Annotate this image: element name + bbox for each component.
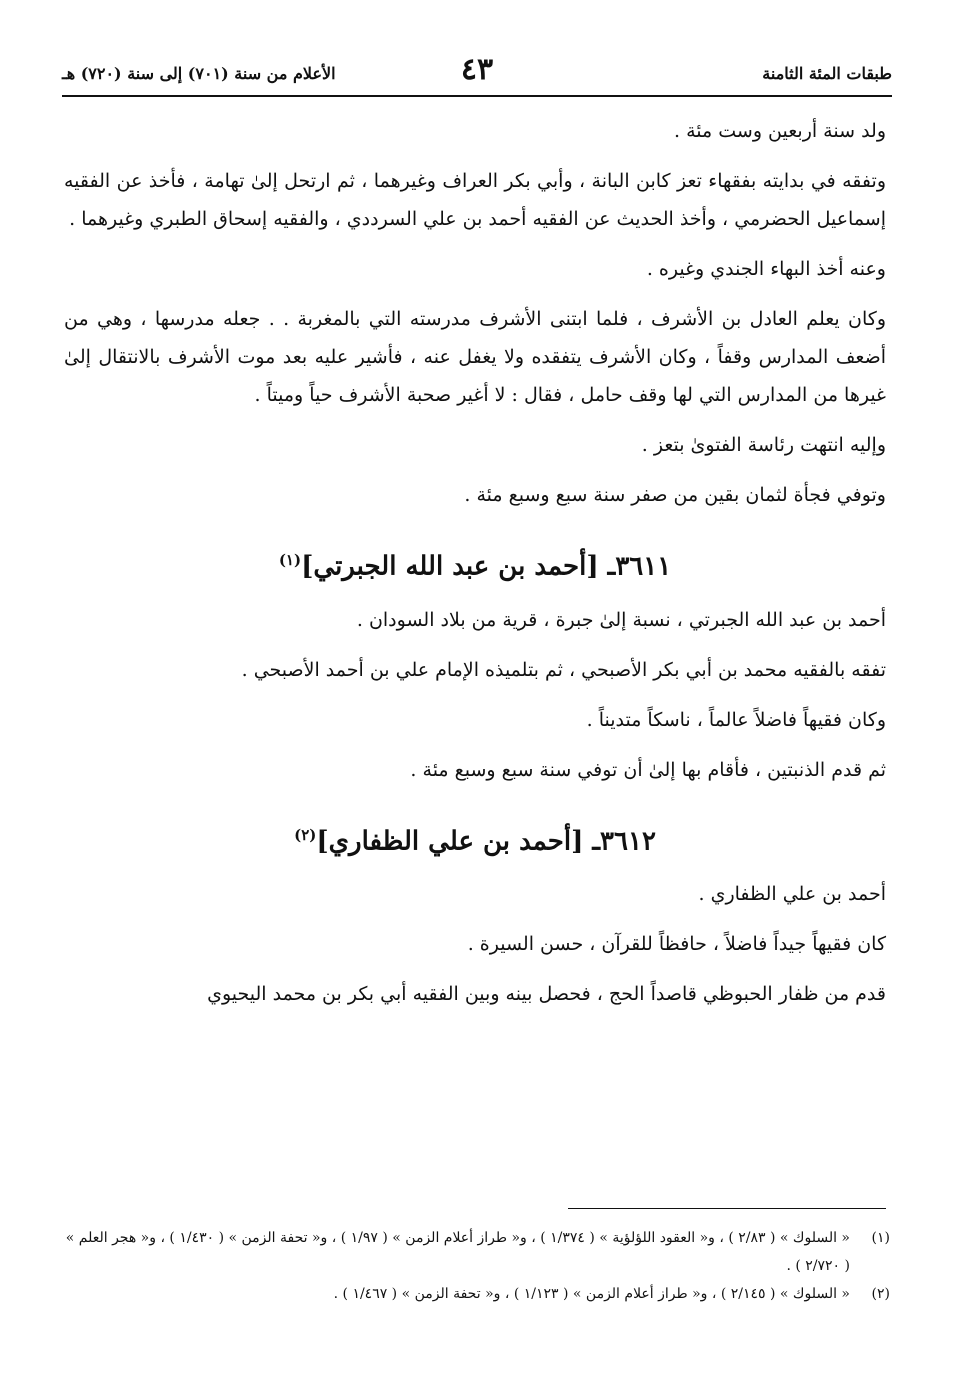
paragraph-studies: وتفقه في بدايته بفقهاء تعز كابن البانة ، وأبي بكر العراف وغيرهما ، ثم ارتحل إلىٰ تهامة ، فأخذ عن الفقيه إسماعيل الحضرمي ، وأخذ الحديث عن الفقيه أحمد بن علي السرددي ، والفقيه إسحاق الطبري وغيرهما . (64, 170, 886, 230)
running-header (62, 52, 892, 96)
footnote-ref[interactable]: (١) (278, 551, 302, 569)
header-page-number: ٤٣ (460, 52, 494, 87)
entry1-paragraph: وكان فقيهاً فاضلاً عالماً ، ناسكاً متديناً . (586, 708, 886, 731)
paragraph-fatwa: وإليه انتهت رئاسة الفتوىٰ بتعز . (641, 434, 886, 456)
footnotes (60, 1224, 890, 1308)
entry-heading-3612 (64, 811, 886, 866)
entry1-paragraph: تفقه بالفقيه محمد بن أبي بكر الأصبحي ، ثم بتلميذه الإمام علي بن أحمد الأصبحي . (241, 658, 886, 681)
footnote-divider (568, 1208, 886, 1209)
entry2-paragraph: أحمد بن علي الظفاري . (698, 883, 886, 906)
footnote-number: (١) (871, 1230, 890, 1246)
footnote-number: (٢) (871, 1286, 890, 1302)
header-divider (62, 95, 892, 97)
footnote-2 (60, 1280, 890, 1308)
paragraph-students: وعنه أخذ البهاء الجندي وغيره . (646, 258, 886, 280)
entry1-paragraph: أحمد بن عبد الله الجبرتي ، نسبة إلىٰ جبرة ، قرية من بلاد السودان . (356, 608, 886, 631)
main-text (64, 112, 886, 1025)
paragraph-birth: ولد سنة أربعين وست مئة . (674, 120, 886, 142)
entry-heading-3611 (64, 536, 886, 591)
paragraph-death: وتوفي فجأة لثمان بقين من صفر سنة سبع وسبع مئة . (464, 484, 886, 506)
entry-heading-text: ٣٦١١ـ [أحمد بن عبد الله الجبرتي] (301, 551, 672, 582)
header-book-section: طبقات المئة الثامنة (762, 64, 892, 83)
entry2-paragraph: قدم من ظفار الحبوظي قاصداً الحج ، فحصل بينه وبين الفقيه أبي بكر بن محمد اليحيوي (207, 983, 886, 1006)
paragraph-teaching: وكان يعلم العادل بن الأشرف ، فلما ابتنى الأشرف مدرسته التي بالمغربة . . جعله مدرسها ، وهي من أضعف المدارس وقفاً ، وكان الأشرف يتفقده ولا يغفل عنه ، فأشير عليه بعد موت الأشرف بالانتقال إلىٰ غيرها من المدارس التي لها وقف حامل ، فقال : لا أغير صحبة الأشرف حياً وميتاً . (64, 308, 886, 406)
header-range-title: الأعلام من سنة (٧٠١) إلى سنة (٧٢٠) هـ (62, 64, 336, 83)
entry2-paragraph: كان فقيهاً جيداً فاضلاً ، حافظاً للقرآن ، حسن السيرة . (467, 933, 886, 956)
footnote-text: « السلوك » ( ٢/٨٣ ) ، و« العقود اللؤلؤية » ( ١/٣٧٤ ) ، و« طراز أعلام الزمن » ( ١/٩٧ ) ، و« تحفة الزمن » ( ١/٤٣٠ ) ، و« هجر العلم » ( ٢/٧٢٠ ) . (65, 1230, 850, 1274)
footnote-ref[interactable]: (٢) (294, 825, 317, 844)
footnote-1 (60, 1224, 890, 1280)
footnote-text: « السلوك » ( ٢/١٤٥ ) ، و« طراز أعلام الزمن » ( ١/١٢٣ ) ، و« تحفة الزمن » ( ١/٤٦٧ ) . (333, 1286, 850, 1302)
entry-heading-text: ٣٦١٢ـ [أحمد بن علي الظفاري] (316, 826, 656, 857)
entry1-paragraph: ثم قدم الذنبتين ، فأقام بها إلىٰ أن توفي سنة سبع وسبع مئة . (410, 758, 886, 781)
